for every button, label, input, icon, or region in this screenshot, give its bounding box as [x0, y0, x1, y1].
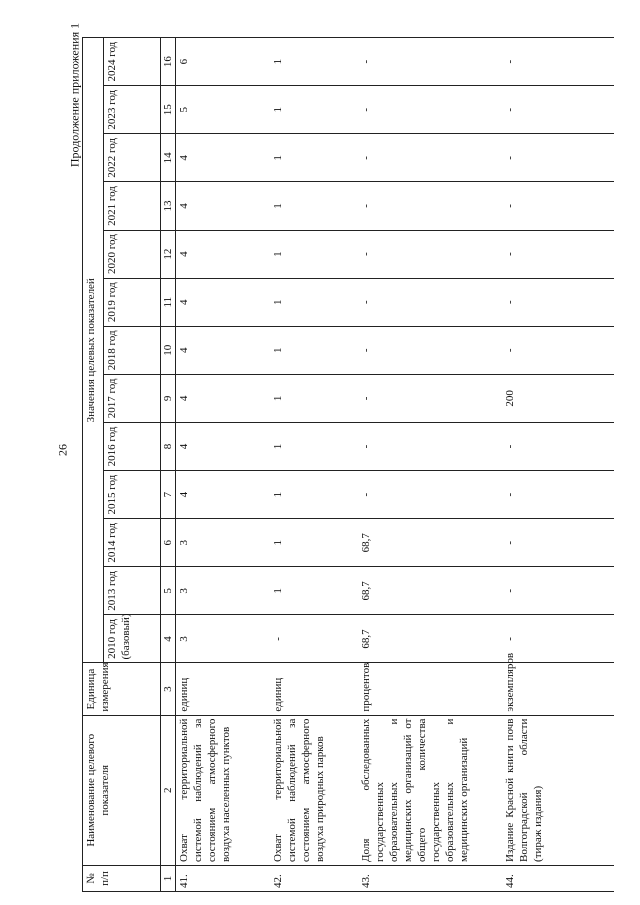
value-cell: - — [502, 422, 614, 470]
row-number: 41. — [176, 865, 271, 891]
value-cell: 4 — [176, 134, 271, 182]
value-cell: 3 — [176, 519, 271, 567]
value-cell: 1 — [270, 86, 358, 134]
value-cell: - — [358, 230, 502, 278]
unit-cell: единиц — [176, 663, 271, 715]
header-year: 2010 год (базовый) — [104, 615, 161, 663]
value-cell: 1 — [270, 374, 358, 422]
value-cell: 1 — [270, 38, 358, 86]
column-number: 8 — [161, 422, 176, 470]
row-number: 42. — [270, 865, 358, 891]
value-cell: 4 — [176, 326, 271, 374]
value-cell: 4 — [176, 230, 271, 278]
table-row — [358, 38, 502, 892]
table-row — [270, 38, 358, 892]
value-cell: 4 — [176, 182, 271, 230]
value-cell: 1 — [270, 422, 358, 470]
page-number: 26 — [55, 444, 70, 456]
header-year: 2019 год — [104, 278, 161, 326]
value-cell: - — [358, 278, 502, 326]
column-number: 11 — [161, 278, 176, 326]
value-cell: 68,7 — [358, 519, 502, 567]
header-year: 2022 год — [104, 134, 161, 182]
header-year: 2024 год — [104, 38, 161, 86]
column-number: 4 — [161, 615, 176, 663]
row-number: 44. — [502, 865, 614, 891]
unit-cell: процентов — [358, 663, 502, 715]
column-number: 16 — [161, 38, 176, 86]
indicator-name: Охват территориальной системой наблюдений за состоянием атмосферного воздуха природных парков — [270, 715, 358, 865]
value-cell: 200 — [502, 374, 614, 422]
value-cell: 4 — [176, 374, 271, 422]
value-cell: - — [502, 86, 614, 134]
indicator-name: Издание Красной книги почв Волгоградской области (тираж издания) — [502, 715, 614, 865]
header-values-group: Значения целевых показателей — [83, 38, 104, 664]
row-number: 43. — [358, 865, 502, 891]
column-number: 6 — [161, 519, 176, 567]
value-cell: 1 — [270, 567, 358, 615]
value-cell: - — [502, 134, 614, 182]
value-cell: 1 — [270, 230, 358, 278]
column-number: 7 — [161, 471, 176, 519]
column-number: 5 — [161, 567, 176, 615]
value-cell: - — [502, 230, 614, 278]
value-cell: 1 — [270, 471, 358, 519]
column-number: 12 — [161, 230, 176, 278]
unit-cell: единиц — [270, 663, 358, 715]
value-cell: 68,7 — [358, 615, 502, 663]
value-cell: - — [358, 38, 502, 86]
value-cell: 3 — [176, 615, 271, 663]
value-cell: 1 — [270, 326, 358, 374]
value-cell: - — [358, 134, 502, 182]
value-cell: 1 — [270, 182, 358, 230]
value-cell: - — [502, 278, 614, 326]
column-number: 2 — [161, 715, 176, 865]
header-year: 2015 год — [104, 471, 161, 519]
value-cell: 4 — [176, 471, 271, 519]
value-cell: - — [502, 182, 614, 230]
value-cell: - — [358, 182, 502, 230]
indicator-name: Охват территориальной системой наблюдений за состоянием атмосферного воздуха населенных пунктов — [176, 715, 271, 865]
table-row — [176, 38, 271, 892]
column-number: 13 — [161, 182, 176, 230]
header-year: 2021 год — [104, 182, 161, 230]
value-cell: 6 — [176, 38, 271, 86]
header-unit: Единица измерения — [83, 663, 161, 715]
header-year: 2020 год — [104, 230, 161, 278]
value-cell: - — [358, 326, 502, 374]
table-row — [502, 38, 614, 892]
column-number: 9 — [161, 374, 176, 422]
value-cell: - — [502, 567, 614, 615]
value-cell: - — [502, 615, 614, 663]
table-body — [176, 38, 615, 892]
value-cell: 1 — [270, 134, 358, 182]
column-number: 1 — [161, 865, 176, 891]
value-cell: 1 — [270, 519, 358, 567]
column-number: 14 — [161, 134, 176, 182]
continuation-note: Продолжение приложения 1 — [67, 22, 82, 168]
value-cell: 5 — [176, 86, 271, 134]
value-cell: 3 — [176, 567, 271, 615]
value-cell: - — [358, 86, 502, 134]
rotated-table-container — [82, 37, 602, 892]
indicators-table — [82, 37, 614, 892]
value-cell: - — [502, 471, 614, 519]
column-number: 3 — [161, 663, 176, 715]
header-year: 2017 год — [104, 374, 161, 422]
header-year: 2023 год — [104, 86, 161, 134]
header-year: 2016 год — [104, 422, 161, 470]
column-number: 10 — [161, 326, 176, 374]
value-cell: - — [502, 519, 614, 567]
value-cell: - — [358, 471, 502, 519]
value-cell: - — [358, 374, 502, 422]
column-numbers-row — [161, 38, 176, 892]
header-name: Наименование целевого показателя — [83, 715, 161, 865]
header-year: 2013 год — [104, 567, 161, 615]
unit-cell: экземпляров — [502, 663, 614, 715]
value-cell: 1 — [270, 278, 358, 326]
header-num: № п/п — [83, 865, 161, 891]
value-cell: 4 — [176, 422, 271, 470]
value-cell: 68,7 — [358, 567, 502, 615]
value-cell: - — [270, 615, 358, 663]
value-cell: 4 — [176, 278, 271, 326]
indicator-name: Доля обследованных государственных образовательных и медицинских организаций от общего количества государственных образовательных и медицинских организаций — [358, 715, 502, 865]
value-cell: - — [502, 38, 614, 86]
value-cell: - — [502, 326, 614, 374]
header-year: 2018 год — [104, 326, 161, 374]
column-number: 15 — [161, 86, 176, 134]
header-year: 2014 год — [104, 519, 161, 567]
value-cell: - — [358, 422, 502, 470]
